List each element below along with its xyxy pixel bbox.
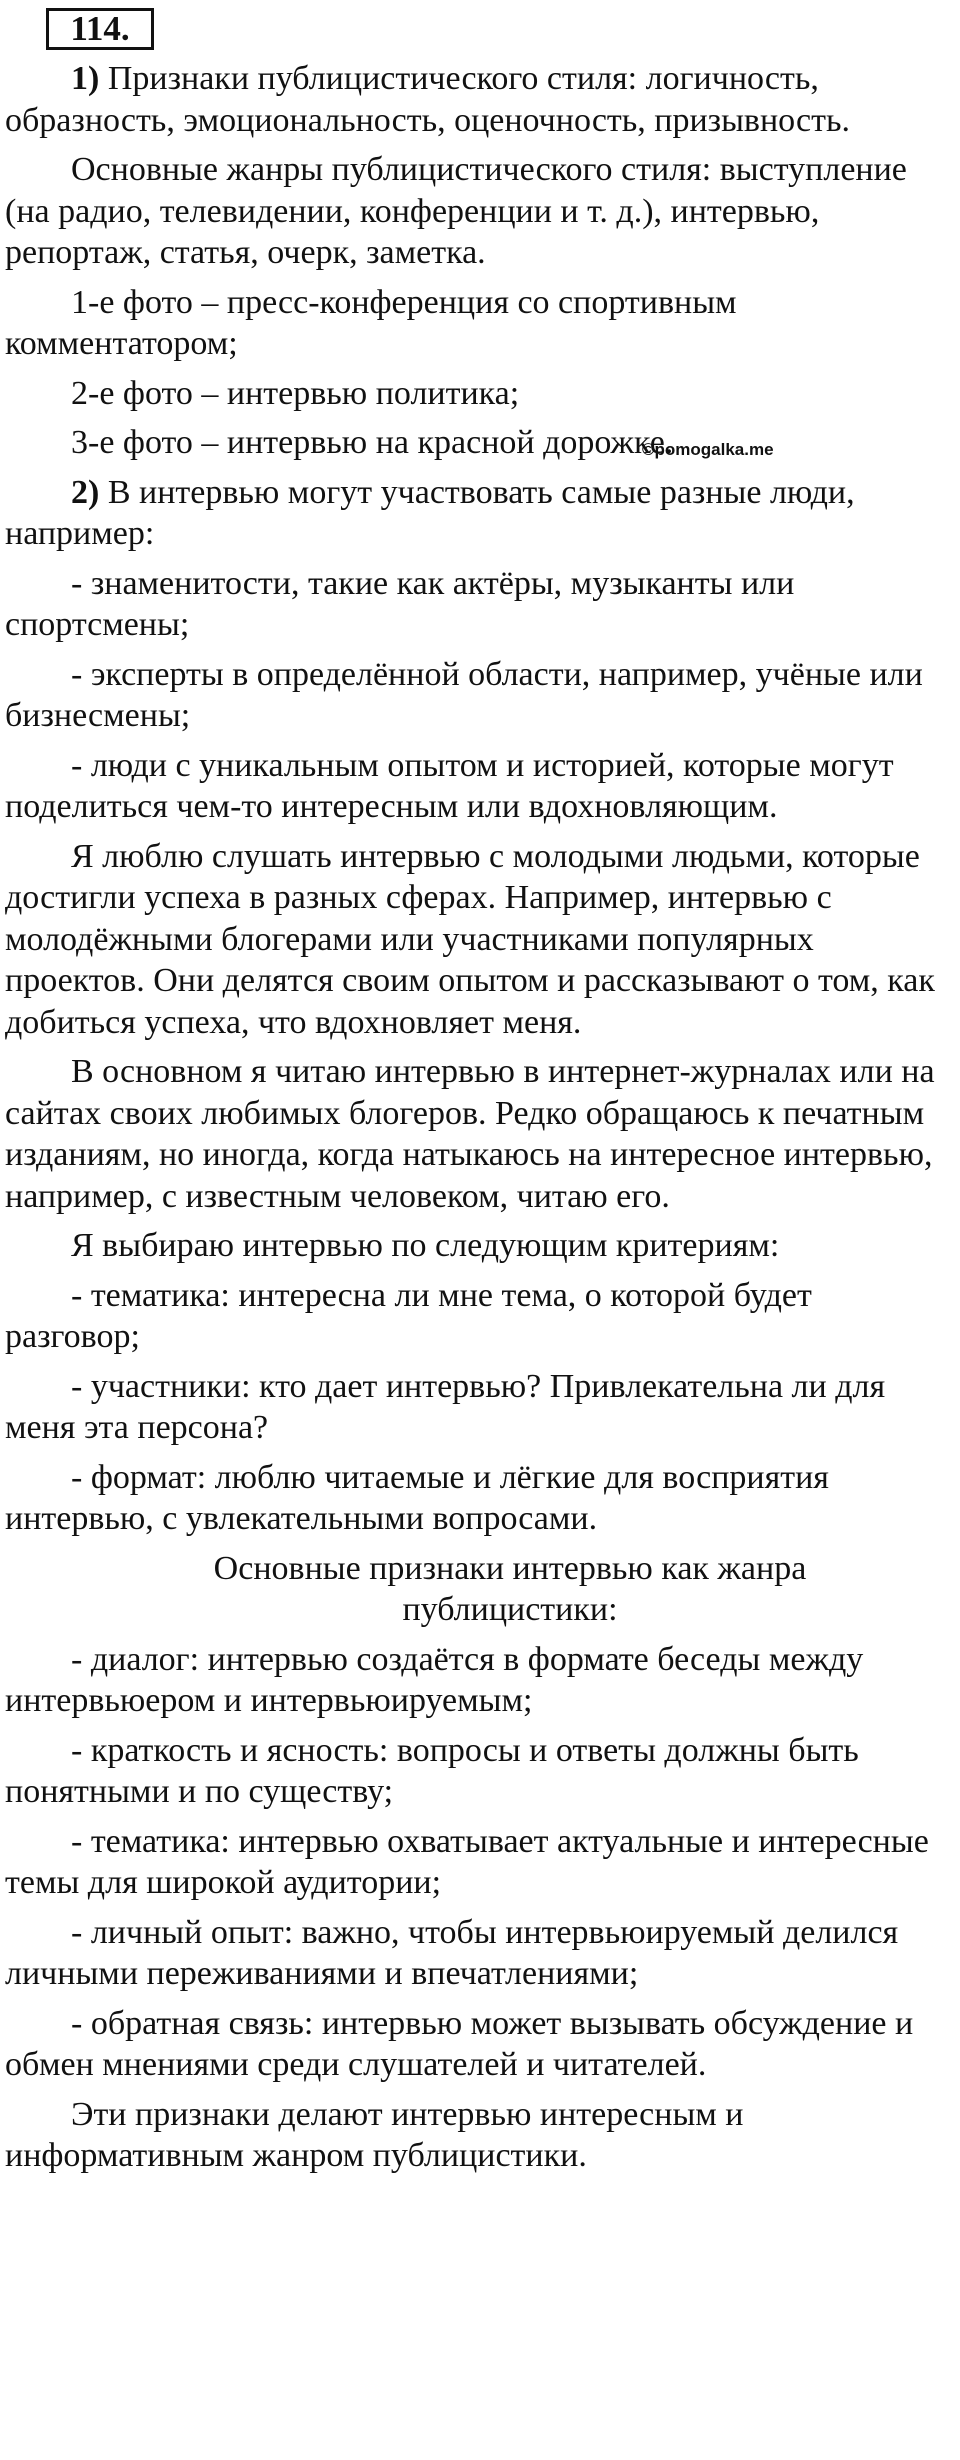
task-number-box <box>46 8 154 50</box>
paragraph-4: 2-е фото – интервью политика; <box>71 374 520 412</box>
paragraph-10: Я люблю слушать интервью с молодыми людьми, которые достигли успеха в разных сферах. Например, интервью с молодёжными блогерами или участниками популярных проектов. Они делятся своим опытом и рассказывают о том, как добиться успеха, что вдохновляет меня. <box>5 837 935 1041</box>
paragraph-13: - тематика: интересна ли мне тема, о которой будет разговор; <box>5 1276 812 1355</box>
task-number: 114. <box>70 9 130 48</box>
paragraph-15: - формат: люблю читаемые и лёгкие для восприятия интервью, с увлекательными вопросами. <box>5 1458 829 1537</box>
paragraph-14: - участники: кто дает интервью? Привлекательна ли для меня эта персона? <box>5 1367 886 1446</box>
paragraph-7: - знаменитости, такие как актёры, музыканты или спортсмены; <box>5 564 795 643</box>
part-marker: 2) <box>71 473 100 511</box>
paragraph-9: - люди с уникальным опытом и историей, которые могут поделиться чем-то интересным или вдохновляющим. <box>5 746 894 825</box>
answer-text <box>5 58 955 2185</box>
paragraph-5: 3-е фото – интервью на красной дорожке. <box>71 424 674 461</box>
paragraph-12: Я выбираю интервью по следующим критериям: <box>71 1227 780 1264</box>
section-heading: Основные признаки интервью как жанра публицистики: <box>213 1549 807 1628</box>
paragraph-18: - краткость и ясность: вопросы и ответы должны быть понятными и по существу; <box>5 1731 859 1810</box>
paragraph-8: - эксперты в определённой области, например, учёные или бизнесмены; <box>5 655 923 734</box>
part-marker: 1) <box>71 60 100 97</box>
paragraph-20: - личный опыт: важно, чтобы интервьюируемый делился личными переживаниями и впечатлениями; <box>5 1913 899 1992</box>
paragraph-21: - обратная связь: интервью может вызывать обсуждение и обмен мнениями среди слушателей и читателей. <box>5 2004 914 2083</box>
watermark: ©pomogalka.me <box>642 440 774 459</box>
paragraph-3: 1-е фото – пресс-конференция со спортивным комментатором; <box>5 283 737 362</box>
paragraph-17: - диалог: интервью создаётся в формате беседы между интервьюером и интервьюируемым; <box>5 1640 864 1719</box>
paragraph-22: Эти признаки делают интервью интересным и информативным жанром публицистики. <box>5 2095 744 2174</box>
paragraph-6: 2) В интервью могут участвовать самые разные люди, например: <box>5 473 855 552</box>
paragraph-19: - тематика: интервью охватывает актуальные и интересные темы для широкой аудитории; <box>5 1822 929 1901</box>
paragraph-11: В основном я читаю интервью в интернет-журналах или на сайтах своих любимых блогеров. Редко обращаюсь к печатным изданиям, но иногда, когда натыкаюсь на интересное интервью, например, с известным человеком, читаю его. <box>5 1053 935 1215</box>
paragraph-1: 1) Признаки публицистического стиля: логичность, образность, эмоциональность, оценочность, призывность. <box>5 60 850 139</box>
paragraph-2: Основные жанры публицистического стиля: выступление (на радио, телевидении, конференции и т. д.), интервью, репортаж, статья, очерк, заметка. <box>5 151 907 271</box>
